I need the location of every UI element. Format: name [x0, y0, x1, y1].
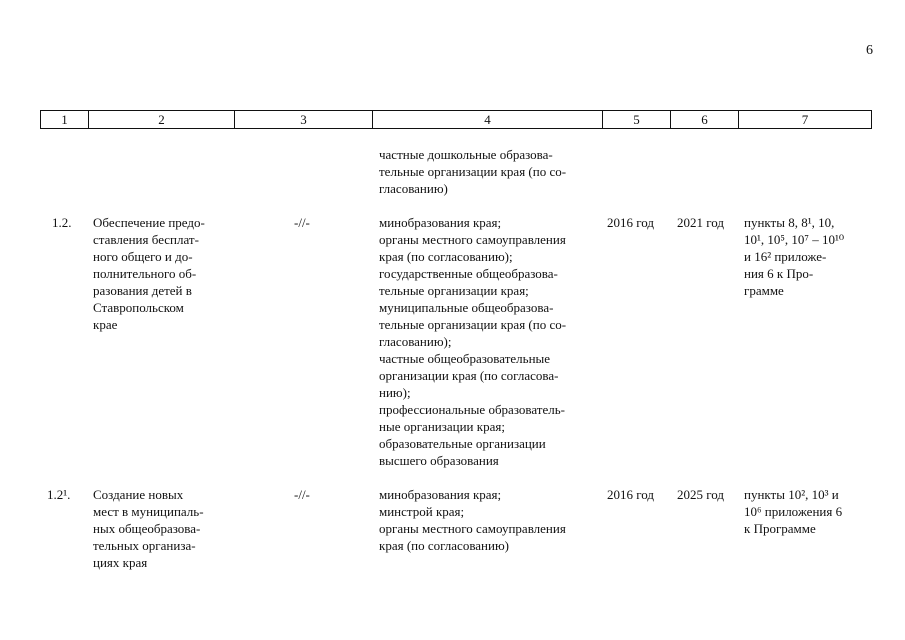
row-end-year: 2021 год [677, 215, 724, 230]
row-executor-ditto: -//- [294, 487, 310, 502]
row-references: пункты 10², 10³ и 10⁶ приложения 6 к Программе [744, 487, 843, 536]
row-references: пункты 8, 8¹, 10, 10¹, 10⁵, 10⁷ – 10¹⁰ и 16² приложе- ния 6 к Про- грамме [744, 215, 845, 298]
page-number: 6 [866, 43, 873, 58]
row-executor-ditto: -//- [294, 215, 310, 230]
row-start-year: 2016 год [607, 487, 654, 502]
row-participants: минобразования края; минстрой края; органы местного самоуправления края (по согласованию) [379, 487, 566, 553]
row-end-year: 2025 год [677, 487, 724, 502]
row-number: 1.2. [52, 215, 72, 230]
header-cell-6: 6 [670, 110, 738, 129]
header-cell-5: 5 [602, 110, 670, 129]
row-name: Создание новых мест в муниципаль- ных общеобразова- тельных организа- циях края [93, 487, 204, 570]
header-cell-7: 7 [738, 110, 872, 129]
row-start-year: 2016 год [607, 215, 654, 230]
row-participants: минобразования края; органы местного самоуправления края (по согласованию); государственные общеобразова- тельные организации края; муниципальные общеобразова- тельные организации края (по со- гласованию); частные общеобразовательные организации края (по согласова- нию); профессиональные образователь- ные организации края; образовательные организации высшего образования [379, 215, 567, 468]
row-name: Обеспечение предо- ставления бесплат- ного общего и до- полнительного об- разования детей в Ставропольском крае [93, 215, 205, 332]
row-number: 1.2¹. [47, 487, 71, 502]
continuation-col4: частные дошкольные образова- тельные организации края (по со- гласованию) [379, 147, 567, 196]
header-cell-1: 1 [40, 110, 88, 129]
header-cell-4: 4 [372, 110, 602, 129]
header-cell-3: 3 [234, 110, 372, 129]
header-cell-2: 2 [88, 110, 234, 129]
